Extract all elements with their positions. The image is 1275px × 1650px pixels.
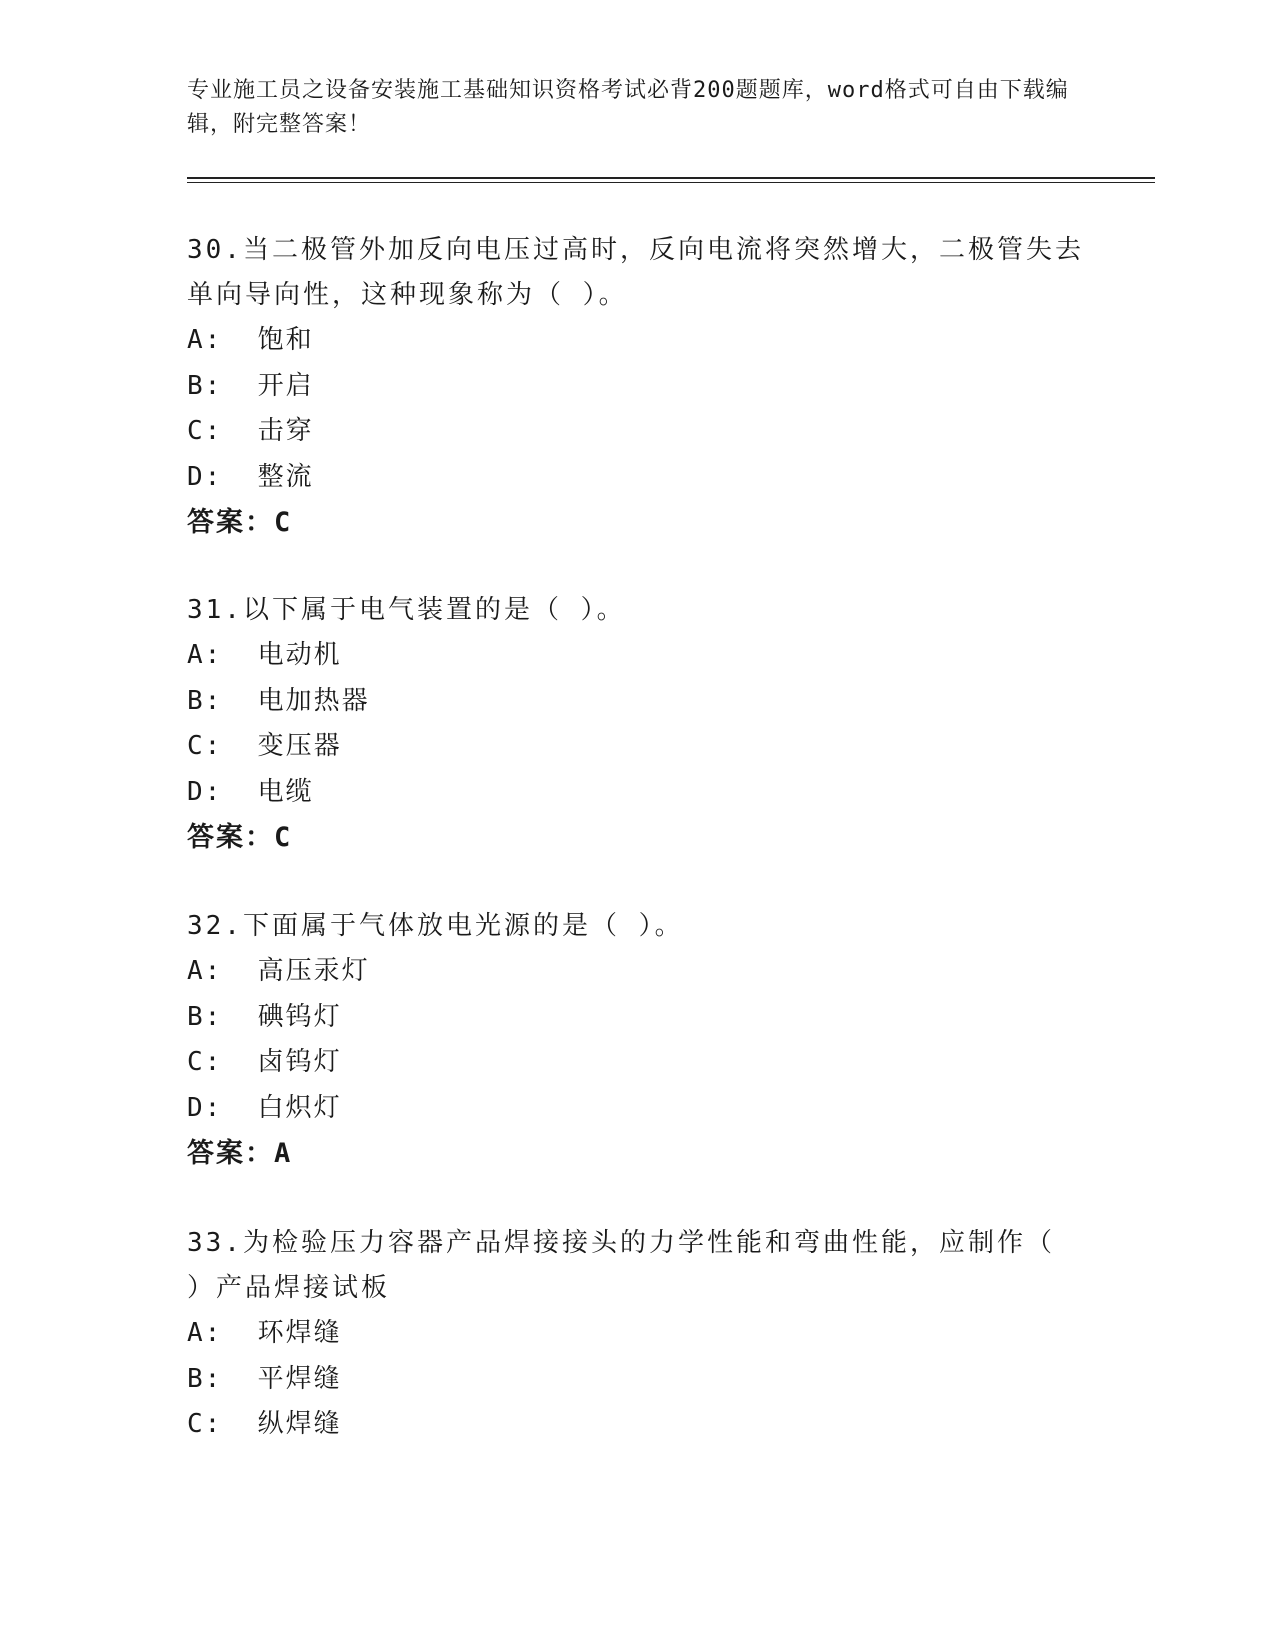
answer-line (187, 1131, 1087, 1177)
answer-label: 答案： (187, 1138, 274, 1169)
question-stem: 30.当二极管外加反向电压过高时，反向电流将突然增大，二极管失去单向导向性，这种现象称为（ ）。 (187, 235, 1084, 310)
question-33 (187, 1221, 1087, 1448)
document-header: 专业施工员之设备安装施工基础知识资格考试必背200题题库，word格式可自由下载编辑，附完整答案！ (187, 78, 1069, 137)
question-stem: 33.为检验压力容器产品焊接接头的力学性能和弯曲性能，应制作（ ）产品焊接试板 (187, 1228, 1074, 1303)
option-c: C: 纵焊缝 (187, 1409, 342, 1439)
option-d: D: 整流 (187, 461, 314, 492)
option-c: C: 卤钨灯 (187, 1047, 342, 1077)
option-b: B: 电加热器 (187, 685, 370, 716)
answer-value: C (274, 507, 293, 538)
option-b: B: 碘钨灯 (187, 1001, 342, 1032)
option-a: A: 电动机 (187, 640, 342, 670)
option-d: D: 电缆 (187, 776, 314, 807)
answer-value: A (274, 1138, 293, 1169)
question-stem: 32.下面属于气体放电光源的是（ ）。 (187, 911, 684, 941)
header-divider-thin (187, 182, 1155, 183)
question-stem: 31.以下属于电气装置的是（ ）。 (187, 595, 626, 625)
answer-value: C (274, 822, 293, 853)
answer-label: 答案： (187, 507, 274, 538)
answer-line (187, 815, 1087, 861)
option-c: C: 击穿 (187, 416, 314, 446)
option-d: D: 白炽灯 (187, 1092, 342, 1123)
question-31 (187, 588, 1087, 861)
option-b: B: 平焊缝 (187, 1363, 342, 1394)
answer-label: 答案： (187, 822, 274, 853)
option-a: A: 高压汞灯 (187, 956, 370, 986)
answer-line (187, 500, 1087, 546)
question-32 (187, 904, 1087, 1177)
option-a: A: 饱和 (187, 325, 314, 355)
question-30 (187, 228, 1087, 546)
option-a: A: 环焊缝 (187, 1318, 342, 1348)
option-c: C: 变压器 (187, 731, 342, 761)
option-b: B: 开启 (187, 370, 314, 401)
header-divider (187, 177, 1155, 179)
